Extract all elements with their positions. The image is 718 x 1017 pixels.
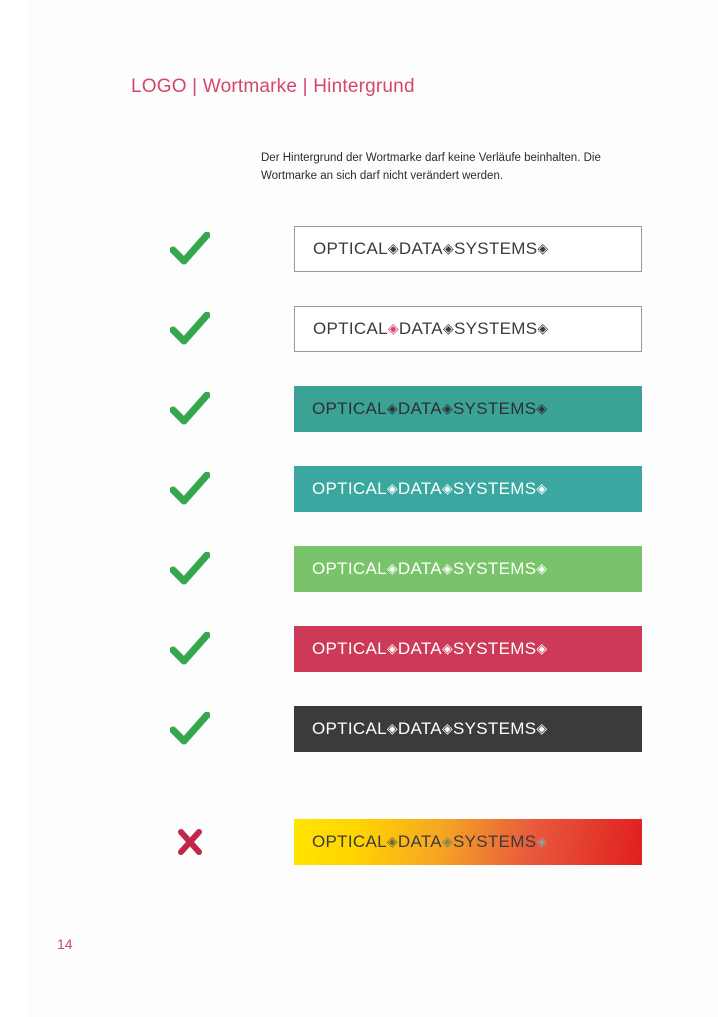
wordmark-part-data: DATA: [397, 399, 442, 418]
cross-icon: [168, 819, 212, 865]
page-number: 14: [57, 936, 73, 952]
example-row: [0, 306, 718, 352]
wordmark-text: [294, 479, 547, 499]
wordmark-diamond-3: ◈: [536, 833, 548, 849]
wordmark-diamond-2: ◈: [442, 320, 455, 336]
wordmark-text: [294, 639, 547, 659]
wordmark-part-data: DATA: [398, 319, 443, 338]
wordmark-swatch: [294, 819, 642, 865]
wordmark-part-systems: SYSTEMS: [454, 239, 538, 258]
example-row: [0, 706, 718, 752]
wordmark-part-data: DATA: [398, 239, 443, 258]
check-icon: [168, 706, 212, 752]
wordmark-diamond-1: ◈: [386, 560, 398, 576]
wordmark-part-optical: OPTICAL: [312, 559, 387, 578]
wordmark-part-data: DATA: [397, 639, 442, 658]
wordmark-diamond-1: ◈: [386, 833, 398, 849]
wordmark-part-optical: OPTICAL: [312, 639, 387, 658]
example-row: [0, 819, 718, 865]
wordmark-part-optical: OPTICAL: [312, 832, 387, 851]
page-title: LOGO | Wortmarke | Hintergrund: [131, 76, 415, 97]
wordmark-text: [295, 319, 548, 339]
wordmark-diamond-1: ◈: [386, 640, 398, 656]
wordmark-diamond-2: ◈: [441, 480, 454, 496]
wordmark-diamond-3: ◈: [536, 400, 548, 416]
check-icon: [168, 546, 212, 592]
check-icon-shape: [170, 552, 210, 586]
wordmark-diamond-1: ◈: [386, 480, 398, 496]
wordmark-swatch: [294, 626, 642, 672]
wordmark-text: [294, 832, 547, 852]
wordmark-diamond-1: ◈: [386, 720, 398, 736]
check-icon: [168, 466, 212, 512]
wordmark-part-systems: SYSTEMS: [453, 832, 537, 851]
intro-paragraph: Der Hintergrund der Wortmarke darf keine Verläufe beinhalten. Die Wortmarke an sich darf nicht verändert werden.: [261, 152, 601, 182]
wordmark-part-optical: OPTICAL: [312, 719, 387, 738]
wordmark-diamond-3: ◈: [536, 720, 548, 736]
wordmark-diamond-2: ◈: [441, 400, 454, 416]
wordmark-text: [294, 719, 547, 739]
check-icon: [168, 306, 212, 352]
wordmark-text: [294, 399, 547, 419]
wordmark-swatch: [294, 226, 642, 272]
wordmark-part-data: DATA: [397, 479, 442, 498]
wordmark-text: [294, 559, 547, 579]
wordmark-part-data: DATA: [397, 719, 442, 738]
check-icon-shape: [170, 392, 210, 426]
wordmark-diamond-3: ◈: [537, 320, 549, 336]
cross-icon-shape: [177, 828, 203, 856]
wordmark-part-data: DATA: [397, 559, 442, 578]
check-icon: [168, 226, 212, 272]
wordmark-swatch: [294, 706, 642, 752]
check-icon-shape: [170, 472, 210, 506]
check-icon-shape: [170, 712, 210, 746]
example-row: [0, 546, 718, 592]
wordmark-text: [295, 239, 548, 259]
wordmark-part-optical: OPTICAL: [312, 479, 387, 498]
wordmark-swatch: [294, 546, 642, 592]
wordmark-diamond-2: ◈: [441, 560, 454, 576]
wordmark-diamond-3: ◈: [536, 560, 548, 576]
wordmark-part-systems: SYSTEMS: [453, 719, 537, 738]
example-row: [0, 226, 718, 272]
wordmark-diamond-2: ◈: [441, 720, 454, 736]
wordmark-part-optical: OPTICAL: [313, 319, 388, 338]
wordmark-part-systems: SYSTEMS: [453, 399, 537, 418]
wordmark-diamond-2: ◈: [441, 640, 454, 656]
wordmark-diamond-2: ◈: [441, 833, 454, 849]
wordmark-diamond-3: ◈: [536, 480, 548, 496]
wordmark-part-systems: SYSTEMS: [453, 639, 537, 658]
wordmark-swatch: [294, 386, 642, 432]
wordmark-diamond-1: ◈: [386, 400, 398, 416]
wordmark-diamond-3: ◈: [536, 640, 548, 656]
wordmark-diamond-2: ◈: [442, 240, 455, 256]
wordmark-swatch: [294, 466, 642, 512]
wordmark-part-optical: OPTICAL: [312, 399, 387, 418]
check-icon-shape: [170, 632, 210, 666]
wordmark-diamond-1: ◈: [387, 320, 399, 336]
wordmark-part-systems: SYSTEMS: [453, 559, 537, 578]
check-icon: [168, 386, 212, 432]
wordmark-part-systems: SYSTEMS: [454, 319, 538, 338]
check-icon-shape: [170, 232, 210, 266]
example-row: [0, 466, 718, 512]
wordmark-part-optical: OPTICAL: [313, 239, 388, 258]
check-icon: [168, 626, 212, 672]
wordmark-diamond-3: ◈: [537, 240, 549, 256]
wordmark-part-data: DATA: [397, 832, 442, 851]
wordmark-swatch: [294, 306, 642, 352]
example-row: [0, 626, 718, 672]
example-row: [0, 386, 718, 432]
wordmark-part-systems: SYSTEMS: [453, 479, 537, 498]
wordmark-diamond-1: ◈: [387, 240, 399, 256]
check-icon-shape: [170, 312, 210, 346]
